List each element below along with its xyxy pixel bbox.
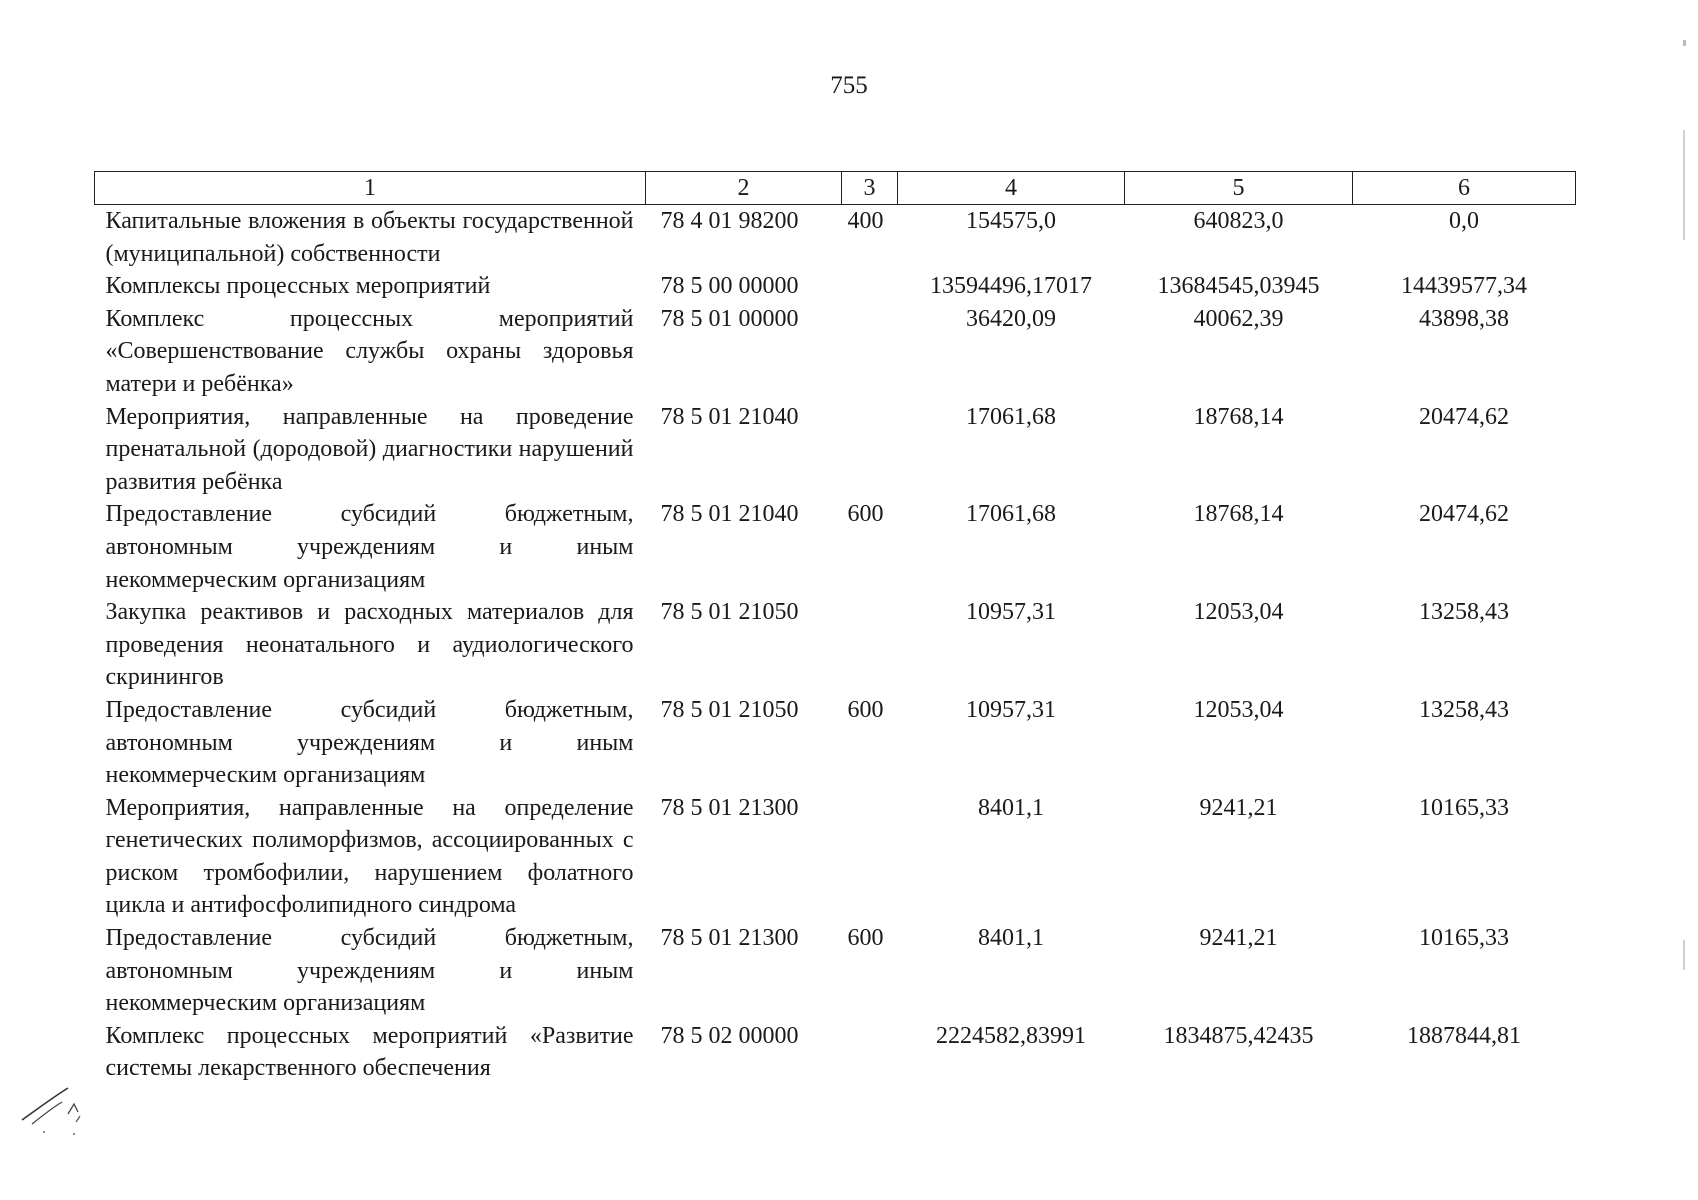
row-value-4: 17061,68 [966, 403, 1056, 430]
row-type [842, 401, 898, 499]
row-value-6: 13258,43 [1419, 696, 1509, 723]
row-value-5: 18768,14 [1193, 501, 1284, 528]
row-value-4: 8401,1 [978, 794, 1044, 821]
row-name: Комплекс процессных мероприятий «Совершенствование службы охраны здоровья матери и ребёнка» [105, 305, 634, 397]
row-value-6: 13258,43 [1419, 599, 1509, 626]
row-value-5: 40062,39 [1193, 305, 1284, 332]
column-header-6: 6 [1353, 172, 1576, 205]
row-value-4: 2224582,83991 [936, 1022, 1086, 1049]
column-header-1: 1 [95, 172, 646, 205]
scan-edge-mark [1683, 940, 1685, 970]
table-row [95, 303, 1576, 401]
row-name: Комплексы процессных мероприятий [105, 273, 491, 300]
row-name: Комплекс процессных мероприятий «Развитие системы лекарственного обеспечения [105, 1022, 634, 1082]
row-value-5: 1834875,42435 [1163, 1022, 1314, 1049]
table-row [95, 498, 1576, 596]
row-name: Предоставление субсидий бюджетным, автономным учреждениям и иным некоммерческим организациям [105, 696, 634, 789]
row-code: 78 5 01 21050 [660, 696, 799, 723]
row-value-5: 12053,04 [1193, 696, 1284, 723]
table-row [95, 694, 1576, 792]
row-type: 600 [847, 501, 884, 528]
table-row [95, 922, 1576, 1020]
row-type [842, 303, 898, 401]
column-header-5: 5 [1125, 172, 1353, 205]
row-value-4: 10957,31 [966, 599, 1056, 626]
row-value-6: 20474,62 [1419, 501, 1509, 528]
row-code: 78 5 01 00000 [660, 305, 799, 332]
row-value-5: 18768,14 [1193, 403, 1284, 430]
row-code: 78 5 00 00000 [660, 273, 799, 300]
row-code: 78 5 01 21050 [660, 599, 799, 626]
budget-table [94, 171, 1576, 1085]
page-number: 755 [830, 72, 868, 99]
row-type: 400 [847, 208, 884, 234]
row-value-6: 10165,33 [1419, 794, 1509, 821]
column-header-3: 3 [842, 172, 898, 205]
row-code: 78 4 01 98200 [660, 208, 799, 234]
row-code: 78 5 01 21300 [660, 925, 799, 952]
row-type [842, 270, 898, 303]
row-value-4: 36420,09 [966, 305, 1056, 332]
row-type [842, 1020, 898, 1085]
row-code: 78 5 01 21040 [660, 501, 799, 528]
row-value-4: 10957,31 [966, 696, 1056, 723]
row-code: 78 5 01 21300 [660, 794, 799, 821]
row-value-4: 8401,1 [978, 925, 1044, 952]
row-value-5: 12053,04 [1193, 599, 1284, 626]
row-value-6: 10165,33 [1419, 925, 1509, 952]
row-value-6: 43898,38 [1419, 305, 1509, 332]
scan-edge-mark [1683, 130, 1685, 240]
row-value-4: 17061,68 [966, 501, 1056, 528]
row-value-5: 9241,21 [1199, 925, 1278, 952]
row-value-6: 1887844,81 [1407, 1022, 1521, 1049]
row-value-6: 14439577,34 [1401, 273, 1527, 300]
column-header-4: 4 [898, 172, 1125, 205]
table-row [95, 596, 1576, 694]
row-value-5: 9241,21 [1199, 794, 1278, 821]
handwritten-margin-mark [18, 1080, 88, 1140]
row-type: 600 [847, 696, 884, 723]
row-code: 78 5 02 00000 [660, 1022, 799, 1049]
row-value-6: 0,0 [1449, 208, 1479, 234]
table-row [95, 205, 1576, 271]
row-code: 78 5 01 21040 [660, 403, 799, 430]
row-value-5: 13684545,03945 [1157, 273, 1320, 300]
row-value-6: 20474,62 [1419, 403, 1509, 430]
column-header-2: 2 [646, 172, 842, 205]
row-name: Мероприятия, направленные на определение генетических полиморфизмов, ассоциированных с риском тромбофилии, нарушением фолатного цикла и антифосфолипидного синдрома [105, 794, 634, 919]
row-name: Капитальные вложения в объекты государственной (муниципальной) собственности [105, 208, 634, 267]
table-row [95, 401, 1576, 499]
header-row [95, 172, 1576, 205]
scan-edge-mark [1683, 40, 1686, 46]
table-row [95, 1020, 1576, 1085]
table-row [95, 270, 1576, 303]
table-row [95, 792, 1576, 922]
row-value-4: 13594496,17017 [930, 273, 1092, 300]
row-type: 600 [847, 925, 884, 952]
row-type [842, 596, 898, 694]
row-name: Закупка реактивов и расходных материалов для проведения неонатального и аудиологического скринингов [105, 599, 634, 691]
row-name: Предоставление субсидий бюджетным, автономным учреждениям и иным некоммерческим организациям [105, 925, 634, 1017]
row-value-5: 640823,0 [1193, 208, 1284, 234]
row-name: Мероприятия, направленные на проведение пренатальной (дородовой) диагностики нарушений развития ребёнка [105, 403, 634, 495]
row-type [842, 792, 898, 922]
row-name: Предоставление субсидий бюджетным, автономным учреждениям и иным некоммерческим организациям [105, 501, 634, 593]
row-value-4: 154575,0 [966, 208, 1056, 234]
